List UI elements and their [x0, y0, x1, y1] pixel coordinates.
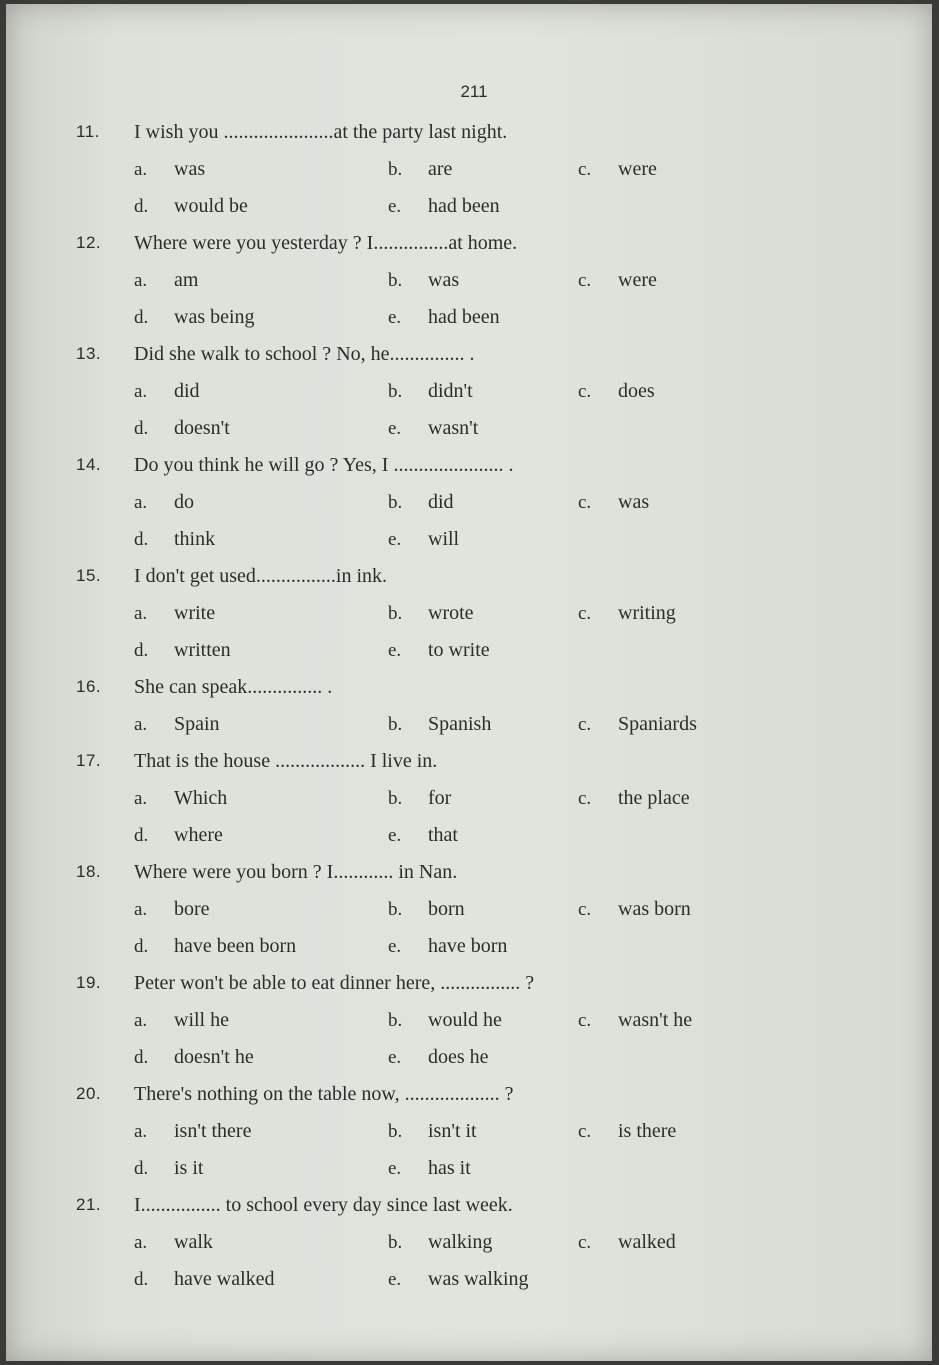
answer-option	[388, 379, 473, 404]
option-text: was	[174, 158, 206, 180]
option-text: Which	[174, 787, 228, 809]
option-text: had been	[428, 306, 500, 328]
option-text: have walked	[174, 1268, 275, 1290]
option-letter: c.	[578, 788, 592, 809]
option-letter: a.	[134, 1010, 148, 1031]
option-letter: c.	[578, 899, 592, 920]
option-letter: d.	[134, 1158, 149, 1179]
answer-option	[388, 268, 459, 293]
option-letter: a.	[134, 788, 148, 809]
option-text: did	[428, 491, 454, 513]
answer-option	[134, 934, 296, 959]
option-text: write	[174, 602, 216, 624]
answer-option	[578, 897, 691, 922]
answer-option	[134, 712, 220, 737]
answer-option	[134, 1156, 203, 1181]
option-letter: d.	[134, 529, 149, 550]
question-line	[6, 231, 932, 268]
option-text: for	[428, 787, 452, 809]
question-text: There's nothing on the table now, ................... ?	[134, 1083, 514, 1105]
answer-option	[134, 157, 205, 182]
answer-option	[388, 638, 490, 663]
answer-option	[134, 638, 231, 663]
option-letter: a.	[134, 603, 148, 624]
option-letter: b.	[388, 159, 403, 180]
answer-option	[578, 379, 655, 404]
option-letter: d.	[134, 936, 149, 957]
option-text: will he	[174, 1009, 229, 1031]
question-line	[6, 675, 932, 712]
option-text: have born	[428, 935, 508, 957]
question-text: Do you think he will go ? Yes, I ...................... .	[134, 454, 514, 476]
answer-option	[134, 1119, 251, 1144]
option-letter: c.	[578, 714, 592, 735]
option-text: walked	[618, 1231, 676, 1253]
option-row	[6, 638, 932, 675]
option-text: didn't	[428, 380, 473, 402]
question-number: 14.	[76, 455, 102, 474]
question-line	[6, 564, 932, 601]
option-text: doesn't	[174, 417, 230, 439]
answer-option	[134, 490, 194, 515]
answer-option	[388, 416, 478, 441]
option-letter: b.	[388, 1121, 403, 1142]
option-row	[6, 157, 932, 194]
question-line	[6, 1082, 932, 1119]
option-row	[6, 305, 932, 342]
option-letter: c.	[578, 159, 592, 180]
option-letter: e.	[388, 640, 402, 661]
option-letter: a.	[134, 270, 148, 291]
answer-option	[134, 786, 227, 811]
option-row	[6, 268, 932, 305]
answer-option	[388, 490, 454, 515]
option-letter: e.	[388, 307, 402, 328]
option-row	[6, 1045, 932, 1082]
option-letter: d.	[134, 825, 149, 846]
option-letter: b.	[388, 492, 403, 513]
option-text: walking	[428, 1231, 493, 1253]
option-text: am	[174, 269, 199, 291]
question-text: I................ to school every day since last week.	[134, 1194, 513, 1216]
answer-option	[388, 823, 458, 848]
answer-option	[134, 1267, 275, 1292]
option-letter: c.	[578, 381, 592, 402]
option-row	[6, 416, 932, 453]
option-row	[6, 1230, 932, 1267]
option-letter: a.	[134, 714, 148, 735]
option-letter: e.	[388, 1158, 402, 1179]
answer-option	[388, 1156, 471, 1181]
answer-option	[134, 268, 198, 293]
answer-option	[388, 527, 459, 552]
question-number: 19.	[76, 973, 102, 992]
option-row	[6, 1267, 932, 1304]
answer-option	[578, 268, 657, 293]
option-letter: b.	[388, 603, 403, 624]
answer-option	[578, 786, 690, 811]
option-letter: a.	[134, 492, 148, 513]
option-text: wasn't he	[618, 1009, 693, 1031]
answer-option	[134, 1230, 213, 1255]
answer-option	[134, 823, 223, 848]
answer-option	[388, 934, 507, 959]
option-text: wrote	[428, 602, 474, 624]
option-text: were	[618, 158, 657, 180]
option-letter: c.	[578, 1232, 592, 1253]
option-text: was walking	[428, 1268, 529, 1290]
question-text: Did she walk to school ? No, he............... .	[134, 343, 475, 365]
question-text: I wish you ......................at the party last night.	[134, 121, 508, 143]
book-page	[6, 4, 932, 1361]
option-text: was being	[174, 306, 255, 328]
question-number: 11.	[76, 122, 100, 141]
option-row	[6, 712, 932, 749]
option-text: Spain	[174, 713, 220, 735]
answer-option	[578, 490, 649, 515]
option-text: is it	[174, 1157, 204, 1179]
answer-option	[134, 379, 200, 404]
option-letter: c.	[578, 1121, 592, 1142]
option-row	[6, 1119, 932, 1156]
option-letter: b.	[388, 788, 403, 809]
option-letter: d.	[134, 307, 149, 328]
question-line	[6, 453, 932, 490]
answer-option	[388, 1267, 529, 1292]
question-text: Peter won't be able to eat dinner here, ................ ?	[134, 972, 535, 994]
option-text: written	[174, 639, 231, 661]
page-number: 211	[460, 82, 488, 101]
option-letter: c.	[578, 492, 592, 513]
question-line	[6, 971, 932, 1008]
option-row	[6, 379, 932, 416]
question-text: She can speak............... .	[134, 676, 333, 698]
option-text: do	[174, 491, 194, 513]
answer-option	[578, 601, 676, 626]
option-text: writing	[618, 602, 676, 624]
question-line	[6, 120, 932, 157]
option-text: where	[174, 824, 223, 846]
option-text: would he	[428, 1009, 502, 1031]
question-number: 13.	[76, 344, 102, 363]
option-text: did	[174, 380, 200, 402]
option-text: is there	[618, 1120, 677, 1142]
option-text: was	[618, 491, 650, 513]
question-text: Where were you yesterday ? I...............at home.	[134, 232, 518, 254]
option-text: isn't it	[428, 1120, 477, 1142]
option-text: would be	[174, 195, 248, 217]
option-row	[6, 823, 932, 860]
answer-option	[388, 786, 451, 811]
option-letter: a.	[134, 381, 148, 402]
answer-option	[134, 1045, 254, 1070]
answer-option	[134, 601, 215, 626]
answer-option	[388, 1119, 477, 1144]
option-text: were	[618, 269, 657, 291]
option-letter: d.	[134, 1269, 149, 1290]
option-text: had been	[428, 195, 500, 217]
option-text: bore	[174, 898, 210, 920]
question-number: 18.	[76, 862, 102, 881]
option-letter: e.	[388, 529, 402, 550]
answer-option	[578, 712, 697, 737]
option-letter: a.	[134, 159, 148, 180]
option-letter: c.	[578, 1010, 592, 1031]
option-letter: b.	[388, 1010, 403, 1031]
option-text: isn't there	[174, 1120, 252, 1142]
option-letter: e.	[388, 825, 402, 846]
option-row	[6, 601, 932, 638]
answer-option	[134, 194, 248, 219]
option-row	[6, 527, 932, 564]
option-letter: c.	[578, 603, 592, 624]
answer-option	[578, 157, 657, 182]
option-row	[6, 786, 932, 823]
answer-option	[388, 157, 452, 182]
answer-option	[388, 1230, 492, 1255]
option-row	[6, 934, 932, 971]
option-letter: a.	[134, 1232, 148, 1253]
option-letter: b.	[388, 270, 403, 291]
question-number: 15.	[76, 566, 102, 585]
question-line	[6, 749, 932, 786]
question-line	[6, 342, 932, 379]
answer-option	[388, 305, 500, 330]
option-letter: d.	[134, 1047, 149, 1068]
option-letter: c.	[578, 270, 592, 291]
answer-option	[388, 194, 500, 219]
option-row	[6, 194, 932, 231]
option-row	[6, 1008, 932, 1045]
option-letter: a.	[134, 1121, 148, 1142]
answer-option	[134, 897, 210, 922]
answer-option	[388, 1008, 502, 1033]
option-text: have been born	[174, 935, 297, 957]
option-text: doesn't he	[174, 1046, 254, 1068]
answer-option	[578, 1008, 692, 1033]
question-number: 21.	[76, 1195, 102, 1214]
option-letter: e.	[388, 1269, 402, 1290]
option-letter: d.	[134, 418, 149, 439]
option-text: born	[428, 898, 465, 920]
option-text: wasn't	[428, 417, 479, 439]
option-text: was	[428, 269, 460, 291]
option-letter: b.	[388, 714, 403, 735]
option-row	[6, 1156, 932, 1193]
option-text: are	[428, 158, 453, 180]
question-line	[6, 860, 932, 897]
option-text: the place	[618, 787, 690, 809]
question-text: That is the house .................. I live in.	[134, 750, 438, 772]
option-letter: e.	[388, 418, 402, 439]
question-line	[6, 1193, 932, 1230]
answer-option	[134, 1008, 229, 1033]
question-number: 16.	[76, 677, 102, 696]
option-letter: d.	[134, 640, 149, 661]
option-text: think	[174, 528, 216, 550]
answer-option	[134, 527, 215, 552]
option-text: Spanish	[428, 713, 492, 735]
option-text: to write	[428, 639, 490, 661]
answer-option	[388, 712, 491, 737]
option-row	[6, 490, 932, 527]
question-number: 12.	[76, 233, 102, 252]
option-letter: e.	[388, 936, 402, 957]
option-letter: b.	[388, 381, 403, 402]
question-number: 20.	[76, 1084, 102, 1103]
option-text: does	[618, 380, 655, 402]
option-text: has it	[428, 1157, 471, 1179]
option-text: will	[428, 528, 460, 550]
answer-option	[388, 897, 465, 922]
option-letter: b.	[388, 1232, 403, 1253]
answer-option	[388, 1045, 489, 1070]
answer-option	[578, 1119, 676, 1144]
question-text: Where were you born ? I............ in Nan.	[134, 861, 458, 883]
option-text: walk	[174, 1231, 213, 1253]
option-text: that	[428, 824, 458, 846]
answer-option	[134, 305, 255, 330]
answer-option	[578, 1230, 676, 1255]
option-letter: d.	[134, 196, 149, 217]
option-letter: e.	[388, 196, 402, 217]
option-text: does he	[428, 1046, 489, 1068]
option-text: Spaniards	[618, 713, 697, 735]
option-row	[6, 897, 932, 934]
option-text: was born	[618, 898, 691, 920]
option-letter: e.	[388, 1047, 402, 1068]
answer-option	[134, 416, 230, 441]
option-letter: a.	[134, 899, 148, 920]
question-number: 17.	[76, 751, 102, 770]
answer-option	[388, 601, 474, 626]
question-text: I don't get used................in ink.	[134, 565, 388, 587]
option-letter: b.	[388, 899, 403, 920]
